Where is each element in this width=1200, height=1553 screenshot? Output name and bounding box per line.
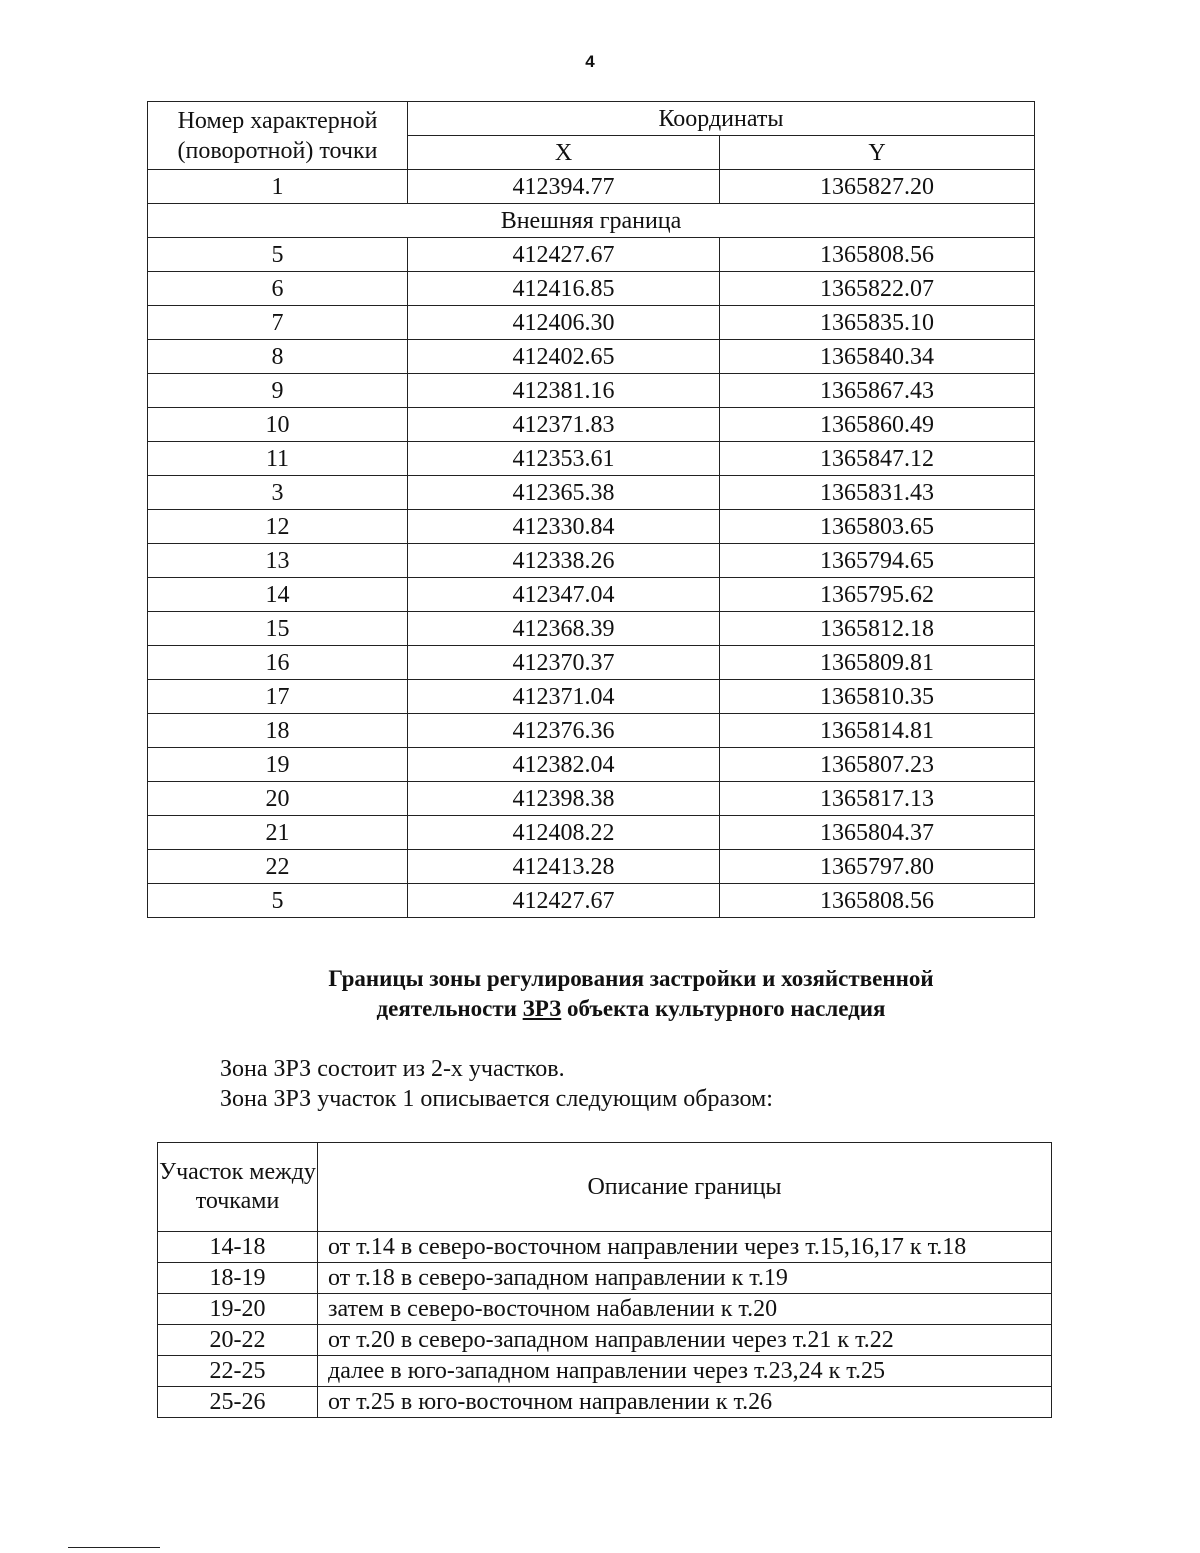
header-point-number: Номер характерной (поворотной) точки [148, 102, 408, 170]
coord-y: 1365795.62 [720, 578, 1035, 612]
table-row [148, 646, 1035, 680]
table-row [148, 272, 1035, 306]
header-coordinates: Координаты [408, 102, 1035, 136]
point-number: 14 [148, 578, 408, 612]
coordinates-table [147, 101, 1035, 918]
table-row [158, 1232, 1052, 1263]
coord-y: 1365803.65 [720, 510, 1035, 544]
boundary-description: от т.25 в юго-восточном направлении к т.26 [318, 1387, 1052, 1418]
table-row [148, 850, 1035, 884]
coord-y: 1365814.81 [720, 714, 1035, 748]
coord-x: 412347.04 [408, 578, 720, 612]
coord-x: 412427.67 [408, 238, 720, 272]
table-row [148, 238, 1035, 272]
table-row [148, 578, 1035, 612]
segment-points: 22-25 [158, 1356, 318, 1387]
coord-y: 1365860.49 [720, 408, 1035, 442]
point-number: 17 [148, 680, 408, 714]
section-row [148, 204, 1035, 238]
coord-y: 1365847.12 [720, 442, 1035, 476]
segment-points: 19-20 [158, 1294, 318, 1325]
coord-x: 412406.30 [408, 306, 720, 340]
coord-y: 1365867.43 [720, 374, 1035, 408]
boundary-description-table [157, 1142, 1052, 1418]
table-row [148, 442, 1035, 476]
point-number: 12 [148, 510, 408, 544]
boundary-description: от т.20 в северо-западном направлении через т.21 к т.22 [318, 1325, 1052, 1356]
point-number: 22 [148, 850, 408, 884]
coord-x: 412427.67 [408, 884, 720, 918]
coord-x: 412338.26 [408, 544, 720, 578]
point-number: 3 [148, 476, 408, 510]
table-row [148, 714, 1035, 748]
header-segment: Участок между точками [158, 1143, 318, 1232]
point-number: 21 [148, 816, 408, 850]
point-number: 15 [148, 612, 408, 646]
point-number: 1 [148, 170, 408, 204]
heading-text: деятельности [376, 996, 523, 1021]
coord-y: 1365809.81 [720, 646, 1035, 680]
coord-x: 412398.38 [408, 782, 720, 816]
point-number: 8 [148, 340, 408, 374]
coord-y: 1365808.56 [720, 884, 1035, 918]
coord-y: 1365808.56 [720, 238, 1035, 272]
point-number: 10 [148, 408, 408, 442]
point-number: 6 [148, 272, 408, 306]
coord-y: 1365812.18 [720, 612, 1035, 646]
coord-y: 1365822.07 [720, 272, 1035, 306]
header-description: Описание границы [318, 1143, 1052, 1232]
heading-zone-abbrev: ЗРЗ [522, 996, 562, 1021]
paragraph: Зона ЗРЗ участок 1 описывается следующим образом: [220, 1086, 773, 1112]
table-header-row [148, 102, 1035, 136]
coord-y: 1365831.43 [720, 476, 1035, 510]
table-row [148, 170, 1035, 204]
coord-x: 412371.04 [408, 680, 720, 714]
header-y: Y [720, 136, 1035, 170]
table-row [148, 340, 1035, 374]
table-row [148, 612, 1035, 646]
coord-y: 1365794.65 [720, 544, 1035, 578]
point-number: 19 [148, 748, 408, 782]
header-x: X [408, 136, 720, 170]
coord-x: 412394.77 [408, 170, 720, 204]
table-row [158, 1356, 1052, 1387]
boundary-description: от т.14 в северо-восточном направлении через т.15,16,17 к т.18 [318, 1232, 1052, 1263]
table-row [158, 1294, 1052, 1325]
coord-y: 1365797.80 [720, 850, 1035, 884]
boundary-description: далее в юго-западном направлении через т.23,24 к т.25 [318, 1356, 1052, 1387]
coord-x: 412365.38 [408, 476, 720, 510]
table-row [148, 748, 1035, 782]
page-number: 4 [585, 52, 595, 71]
footnote-divider [68, 1547, 160, 1548]
point-number: 9 [148, 374, 408, 408]
coord-y: 1365835.10 [720, 306, 1035, 340]
point-number: 7 [148, 306, 408, 340]
coord-y: 1365817.13 [720, 782, 1035, 816]
coord-x: 412330.84 [408, 510, 720, 544]
table-row [148, 816, 1035, 850]
point-number: 5 [148, 884, 408, 918]
table-row [148, 306, 1035, 340]
boundary-description: от т.18 в северо-западном направлении к т.19 [318, 1263, 1052, 1294]
coord-x: 412381.16 [408, 374, 720, 408]
point-number: 20 [148, 782, 408, 816]
point-number: 5 [148, 238, 408, 272]
point-number: 13 [148, 544, 408, 578]
coord-y: 1365807.23 [720, 748, 1035, 782]
table-header-row [158, 1143, 1052, 1232]
coord-x: 412416.85 [408, 272, 720, 306]
table-row [148, 476, 1035, 510]
segment-points: 18-19 [158, 1263, 318, 1294]
boundary-description: затем в северо-восточном набавлении к т.20 [318, 1294, 1052, 1325]
coord-x: 412402.65 [408, 340, 720, 374]
coord-x: 412413.28 [408, 850, 720, 884]
coord-x: 412370.37 [408, 646, 720, 680]
table-row [158, 1387, 1052, 1418]
paragraph: Зона ЗРЗ состоит из 2-х участков. [220, 1056, 565, 1082]
segment-points: 25-26 [158, 1387, 318, 1418]
heading-text: объекта культурного наследия [561, 996, 886, 1021]
coord-x: 412368.39 [408, 612, 720, 646]
coord-x: 412382.04 [408, 748, 720, 782]
section-label: Внешняя граница [148, 204, 1035, 238]
table-row [158, 1325, 1052, 1356]
table-row [148, 408, 1035, 442]
section-heading-line1: Границы зоны регулирования застройки и хозяйственной [328, 966, 934, 991]
table-row [148, 544, 1035, 578]
coord-y: 1365804.37 [720, 816, 1035, 850]
point-number: 11 [148, 442, 408, 476]
coord-x: 412353.61 [408, 442, 720, 476]
segment-points: 20-22 [158, 1325, 318, 1356]
segment-points: 14-18 [158, 1232, 318, 1263]
table-row [148, 680, 1035, 714]
coord-y: 1365827.20 [720, 170, 1035, 204]
coord-x: 412371.83 [408, 408, 720, 442]
point-number: 18 [148, 714, 408, 748]
point-number: 16 [148, 646, 408, 680]
coord-y: 1365840.34 [720, 340, 1035, 374]
table-row [158, 1263, 1052, 1294]
section-heading-line2 [0, 996, 1200, 1022]
coord-x: 412408.22 [408, 816, 720, 850]
table-row [148, 374, 1035, 408]
table-row [148, 884, 1035, 918]
table-row [148, 510, 1035, 544]
coord-x: 412376.36 [408, 714, 720, 748]
table-row [148, 782, 1035, 816]
coord-y: 1365810.35 [720, 680, 1035, 714]
